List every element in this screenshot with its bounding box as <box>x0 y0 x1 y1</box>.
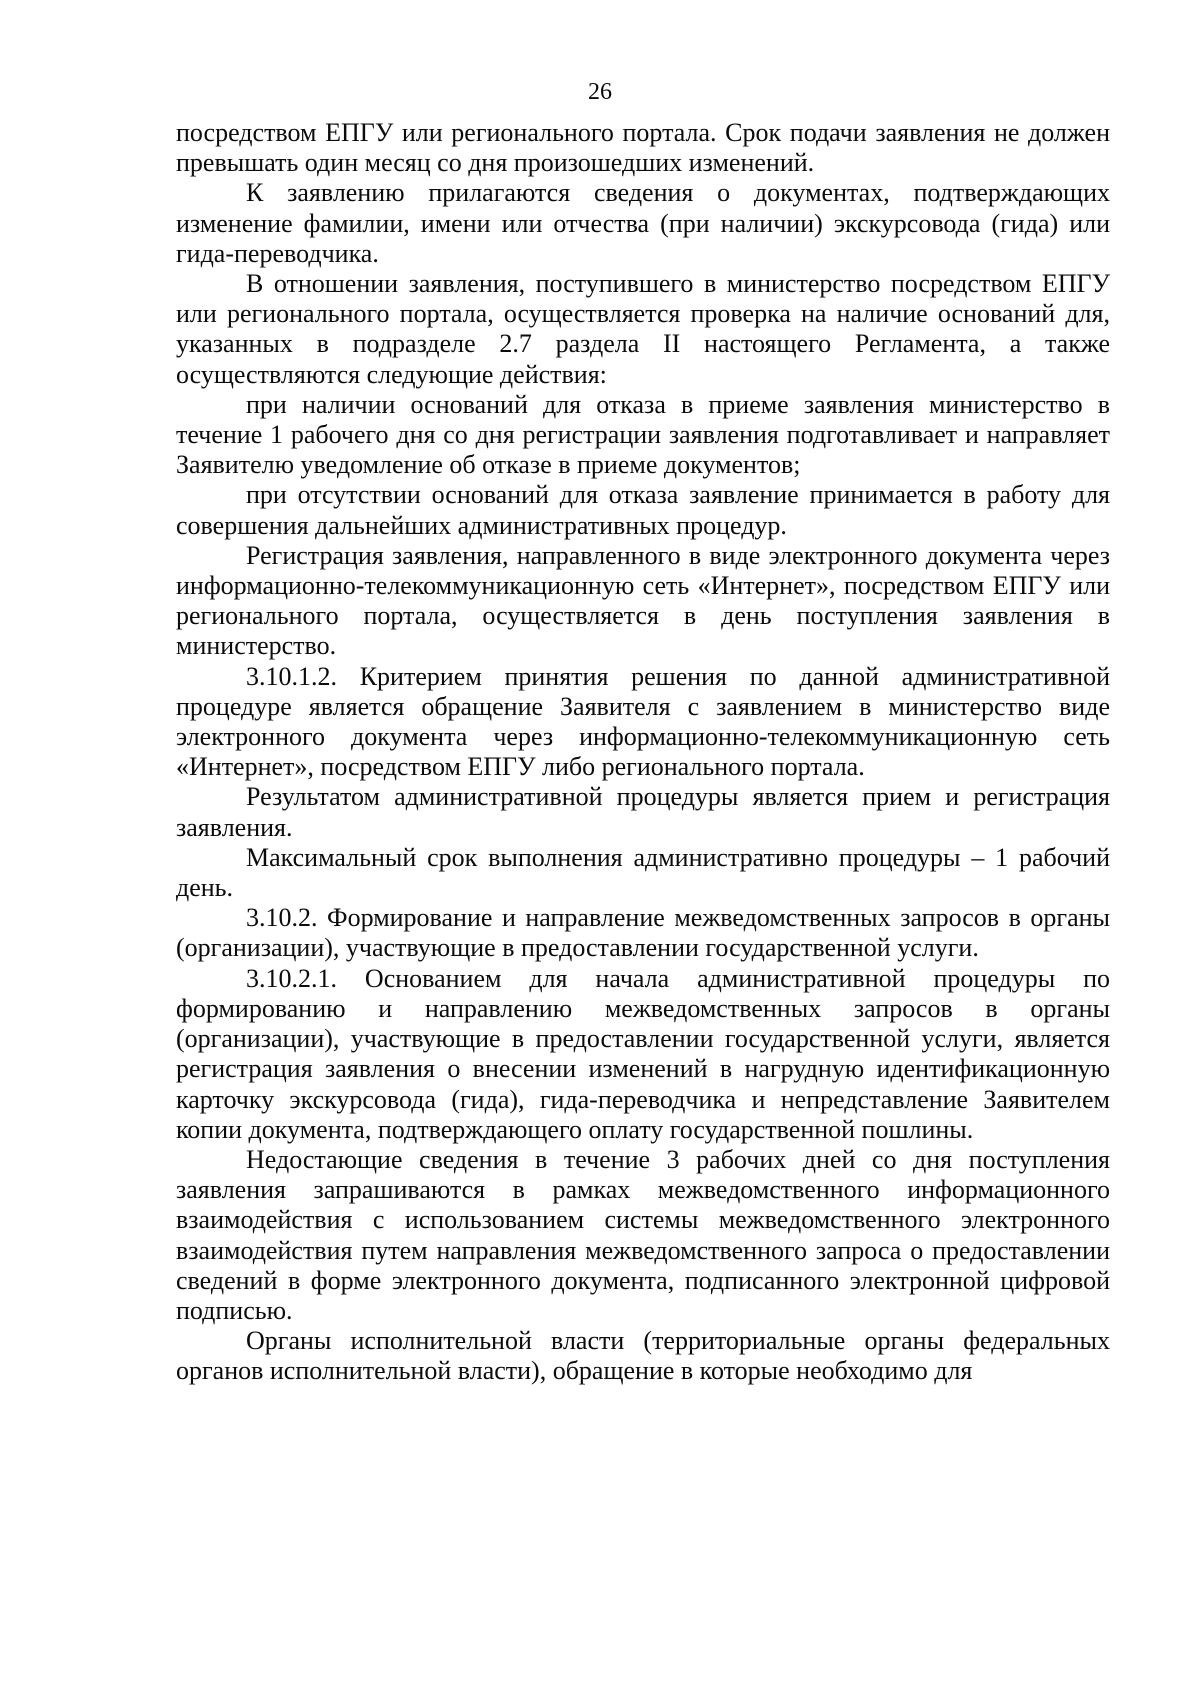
paragraph-5: при отсутствии оснований для отказа заявление принимается в работу для совершения дальнейших административных процедур. <box>176 480 1110 540</box>
paragraph-9: Максимальный срок выполнения административно процедуры – 1 рабочий день. <box>176 842 1110 903</box>
document-body <box>176 118 1110 1387</box>
paragraph-6: Регистрация заявления, направленного в виде электронного документа через информационно-телекоммуникационную сеть «Интернет», посредством ЕПГУ или регионального портала, осуществляется в день поступления заявления в министерство. <box>176 540 1110 661</box>
paragraph-7: 3.10.1.2. Критерием принятия решения по данной административной процедуре является обращение Заявителя с заявлением в министерство виде электронного документа через информационно-телекоммуникационную сеть «Интернет», посредством ЕПГУ либо регионального портала. <box>176 661 1110 782</box>
paragraph-2: К заявлению прилагаются сведения о документах, подтверждающих изменение фамилии, имени или отчества (при наличии) экскурсовода (гида) или гида-переводчика. <box>176 178 1110 268</box>
paragraph-12: Недостающие сведения в течение 3 рабочих дней со дня поступления заявления запрашиваются в рамках межведомственного информационного взаимодействия с использованием системы межведомственного электронного взаимодействия путем направления межведомственного запроса о предоставлении сведений в форме электронного документа, подписанного электронной цифровой подписью. <box>176 1144 1110 1325</box>
paragraph-4: при наличии оснований для отказа в приеме заявления министерство в течение 1 рабочего дня со дня регистрации заявления подготавливает и направляет Заявителю уведомление об отказе в приеме документов; <box>176 389 1110 480</box>
page-number: 26 <box>588 79 612 105</box>
paragraph-1: посредством ЕПГУ или регионального портала. Срок подачи заявления не должен превышать один месяц со дня произошедших изменений. <box>176 118 1110 178</box>
paragraph-10: 3.10.2. Формирование и направление межведомственных запросов в органы (организации), участвующие в предоставлении государственной услуги. <box>176 903 1110 963</box>
paragraph-3: В отношении заявления, поступившего в министерство посредством ЕПГУ или регионального портала, осуществляется проверка на наличие оснований для, указанных в подразделе 2.7 раздела II настоящего Регламента, а также осуществляются следующие действия: <box>176 269 1110 389</box>
paragraph-8: Результатом административной процедуры является прием и регистрация заявления. <box>176 782 1110 842</box>
paragraph-11: 3.10.2.1. Основанием для начала административной процедуры по формированию и направлению межведомственных запросов в органы (организации), участвующие в предоставлении государственной услуги, является регистрация заявления о внесении изменений в нагрудную идентификационную карточку экскурсовода (гида), гида-переводчика и непредставление Заявителем копии документа, подтверждающего оплату государственной пошлины. <box>176 963 1110 1144</box>
paragraph-13: Органы исполнительной власти (территориальные органы федеральных органов исполнительной власти), обращение в которые необходимо для <box>176 1326 1110 1386</box>
